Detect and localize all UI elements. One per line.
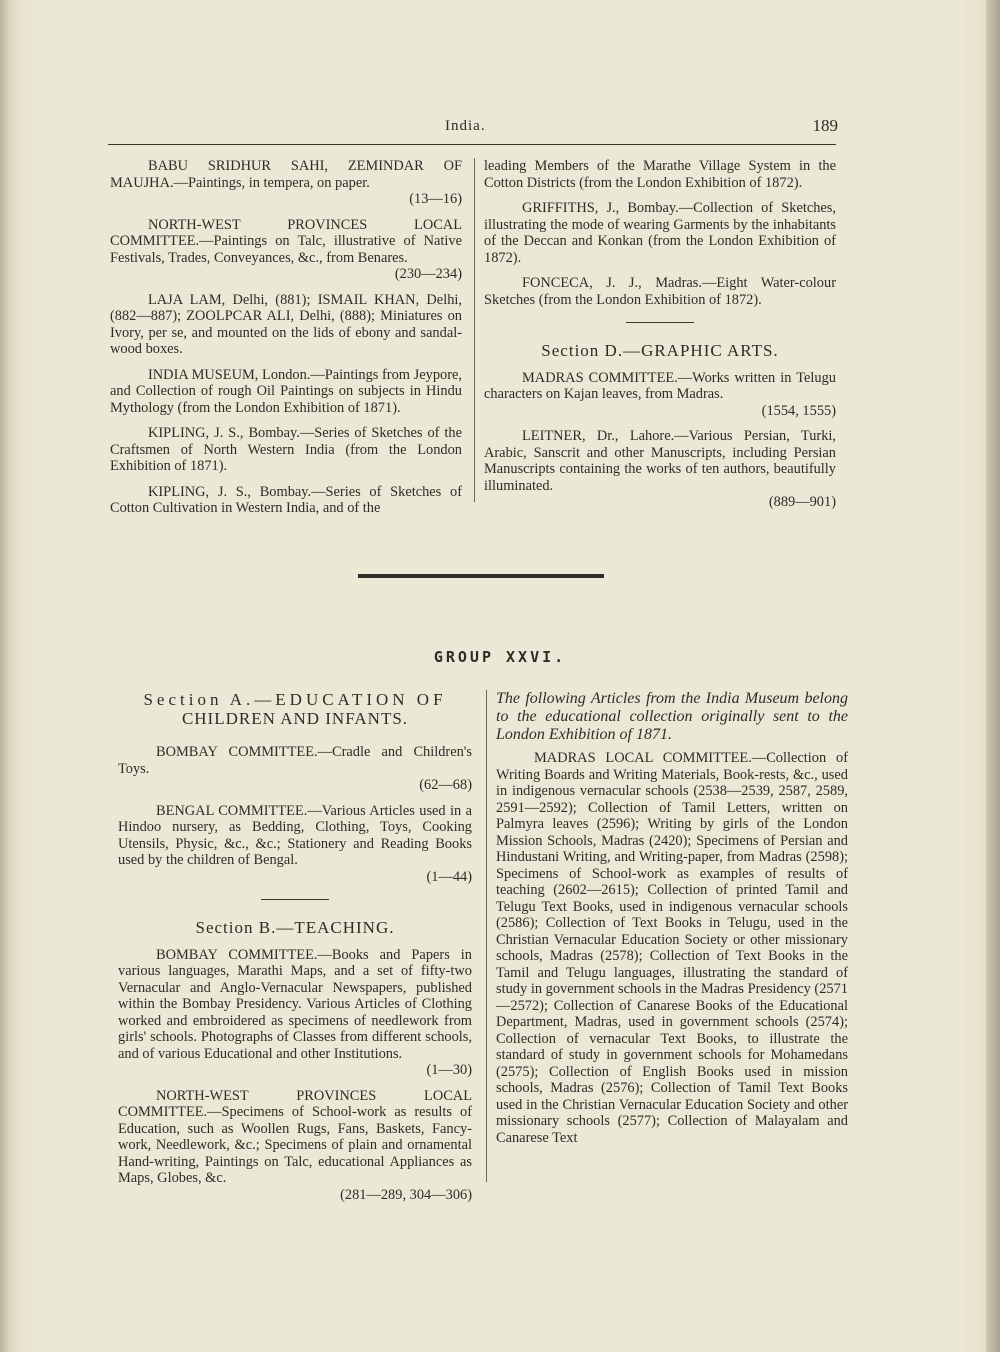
section-b-heading: Section B.—TEACHING. [195, 918, 395, 937]
section-rule [261, 899, 329, 900]
group-title: GROUP XXVI. [433, 648, 567, 666]
section-a-heading: Section A.—EDUCATION OF CHILDREN AND INFANTS. [143, 690, 447, 728]
entry-fonceca: FONCECA, J. J., Madras.—Eight Water-colour Sketches (from the London Exhibition of 1872). [484, 275, 836, 308]
entry-kipling-craftsmen: KIPLING, J. S., Bombay.—Series of Sketches of the Craftsmen of North Western India (from the London Exhibition of 1871). [110, 425, 462, 474]
page-gutter [0, 0, 8, 1352]
entry-nwp-paintings: NORTH-WEST PROVINCES LOCAL COMMITTEE.—Paintings on Talc, illustrative of Native Festivals, Trades, Conveyances, &c., from Benares. (230—234) [110, 216, 462, 282]
museum-intro: The following Articles from the India Museum belong to the educational collection originally sent to the London Exhibition of 1871. [496, 690, 848, 743]
upper-right-column [484, 158, 836, 520]
entry-madras-committee: MADRAS COMMITTEE.—Works written in Telugu characters on Kajan leaves, from Madras. (1554, 1555) [484, 369, 836, 419]
entry-griffiths: GRIFFITHS, J., Bombay.—Collection of Sketches, illustrating the mode of wearing Garments by the inhabitants of the Deccan and Konkan (from the London Exhibition of 1872). [484, 200, 836, 266]
page-edge [986, 0, 1000, 1352]
page-number: 189 [812, 116, 838, 135]
entry-bombay-books: BOMBAY COMMITTEE.—Books and Papers in various languages, Marathi Maps, and a set of fifty-two Vernacular and Anglo-Vernacular Newspapers, published within the Bombay Presidency. Various Articles of Clothing worked and embroidered as specimens of needlework from girls' schools. Photographs of Classes from different schools, and of various Educational and other Institutions. (1—30) [118, 946, 472, 1078]
header-rule [108, 144, 836, 145]
entry-madras-local: MADRAS LOCAL COMMITTEE.—Collection of Writing Boards and Writing Materials, Book-rests, &c., used in indigenous vernacular schools (2538—2539, 2587, 2589, 2591—2592); Collection of Tamil Letters, written on Palmyra leaves (2596); Writing by girls of the London Mission Schools, Madras (2420); Specimens of Persian and Hindustani Writing, and Writing-paper, from Madras (2598); Specimens of School-work as examples of results of teaching (2602—2615); Collection of printed Tamil and Telugu Text Books, used in indigenous vernacular schools (2586); Collection of Text Books in Telugu, used in the Christian Vernacular Education Society or other missionary schools, Madras (2578); Collection of Text Books in the Tamil and Telugu languages, illustrating the standard of study in government schools in the Madras Presidency (2571—2572); Collection of Canarese Books of the Educational Department, Madras, used in government schools (2574); Collection of vernacular Text Books, to illustrate the standard of study in government schools for Mohamedans (2575); Collection of English Books used in mission schools, Madras (2576); Collection of Tamil Text Books used in the Christian Vernacular Education Society and other missionary schools (2577); Collection of Malayalam and Canarese Text [496, 750, 848, 1146]
running-head [108, 114, 836, 140]
running-title: India. [445, 118, 486, 134]
column-divider-lower [486, 690, 487, 1182]
entry-india-museum: INDIA MUSEUM, London.—Paintings from Jeypore, and Collection of rough Oil Paintings on subjects in Hindu Mythology (from the London Exhibition of 1871). [110, 366, 462, 416]
entry-kipling-cotton: KIPLING, J. S., Bombay.—Series of Sketches of Cotton Cultivation in Western India, and of the [110, 483, 462, 516]
entry-bombay-toys: BOMBAY COMMITTEE.—Cradle and Children's Toys. (62—68) [118, 744, 472, 793]
entry-sahi: BABU SRIDHUR SAHI, ZEMINDAR OF MAUJHA.—Paintings, in tempera, on paper. (13—16) [110, 158, 462, 207]
entry-bengal-nursery: BENGAL COMMITTEE.—Various Articles used in a Hindoo nursery, as Bedding, Clothing, Toys, Cooking Utensils, Physic, &c., &c.; Stationery and Reading Books used by the children of Bengal. (1—44) [118, 802, 472, 885]
section-rule [626, 322, 694, 323]
lower-right-column [496, 690, 848, 1155]
group-separator-rule [358, 574, 604, 578]
lower-left-column [118, 690, 472, 1212]
column-divider-upper [474, 158, 475, 502]
entry-laja-lam: LAJA LAM, Delhi, (881); ISMAIL KHAN, Delhi, (882—887); ZOOLPCAR ALI, Delhi, (888); Miniatures on Ivory, per se, and mounted on the lids of ebony and sandal-wood boxes. [110, 291, 462, 357]
entry-leitner: LEITNER, Dr., Lahore.—Various Persian, Turki, Arabic, Sanscrit and other Manuscripts, including Persian Manuscripts containing the works of ten authors, beautifully illuminated. (889—901) [484, 428, 836, 510]
section-d-heading: Section D.—GRAPHIC ARTS. [541, 341, 779, 360]
entry-marathe-continued: leading Members of the Marathe Village System in the Cotton Districts (from the London Exhibition of 1872). [484, 158, 836, 191]
entry-nwp-schoolwork: NORTH-WEST PROVINCES LOCAL COMMITTEE.—Specimens of School-work as results of Education, such as Woollen Rugs, Fans, Baskets, Fancy-work, Needlework, &c.; Specimens of plain and ornamental Hand-writing, Paintings on Talc, educational Appliances as Maps, Globes, &c. (281—289, 304—306) [118, 1087, 472, 1203]
upper-left-column [110, 158, 462, 526]
